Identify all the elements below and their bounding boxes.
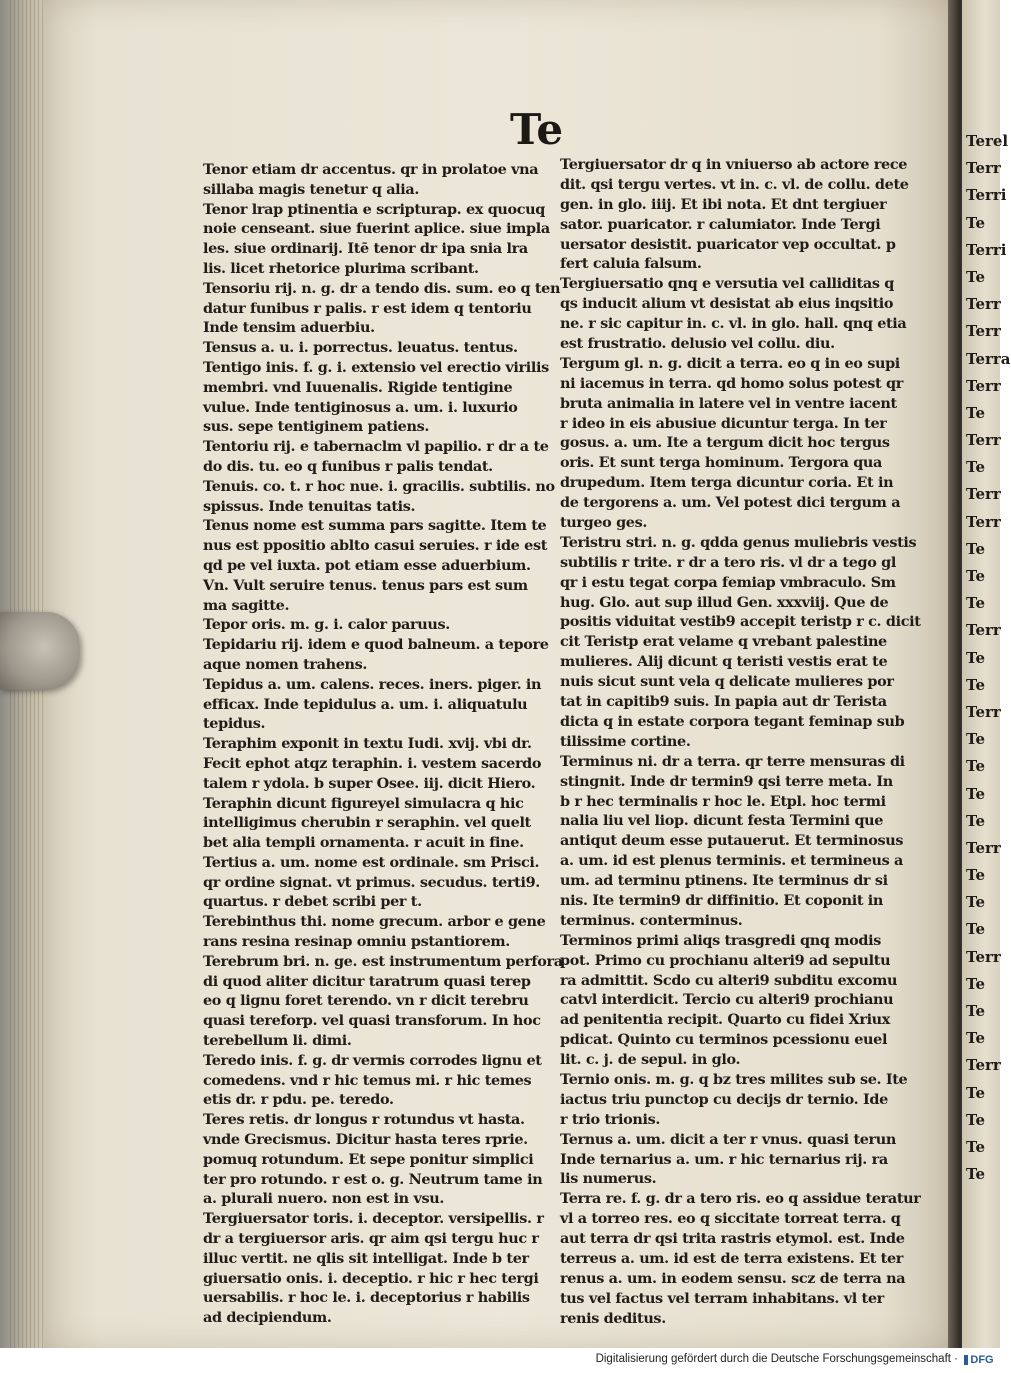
text-line: Tenor etiam dr accentus. qr in prolatoe vna bbox=[203, 161, 539, 178]
footer-credit: Digitalisierung gefördert durch die Deutsche Forschungsgemeinschaft · bbox=[595, 1353, 958, 1365]
text-line: membri. vnd Iuuenalis. Rigide tentigine bbox=[203, 378, 513, 396]
text-line: Tertius a. um. nome est ordinale. sm Prisci. bbox=[203, 853, 540, 871]
text-line: ra admittit. Scdo cu alteri9 subditu excomu bbox=[560, 971, 898, 989]
text-line: Tenuis. co. t. r hoc nue. i. gracilis. subtilis. no bbox=[203, 477, 555, 495]
text-line: uersator desistit. puaricator vep occultat. p bbox=[560, 235, 896, 253]
text-line: vnde Grecismus. Dicitur hasta teres rprie. bbox=[203, 1131, 528, 1149]
text-line: um. ad terminu ptinens. Ite terminus dr si bbox=[560, 872, 888, 890]
adjacent-page-lines bbox=[962, 0, 1011, 1188]
text-line: rans resina resinap omniu pstantiorem. bbox=[203, 933, 510, 951]
text-line: comedens. vnd r hic temus mi. r hic temes bbox=[203, 1071, 532, 1089]
text-line: Tepidus a. um. calens. reces. iners. piger. in bbox=[203, 675, 542, 693]
text-line: di quod aliter dicitur taratrum quasi terep bbox=[203, 972, 531, 990]
text-line: nuis sicut sunt vela q delicate mulieres por bbox=[560, 673, 894, 691]
text-line: Te bbox=[966, 539, 985, 558]
text-line: Terminus ni. dr a terra. qr terre mensuras di bbox=[560, 752, 905, 770]
text-line: vulue. Inde tentiginosus a. um. i. luxurio bbox=[203, 398, 518, 416]
text-line: Terr bbox=[966, 322, 1001, 341]
text-line: Tergiuersator dr q in vniuerso ab actore rece bbox=[560, 156, 908, 173]
text-line: Tepidariu rij. idem e quod balneum. a tepore bbox=[203, 636, 549, 654]
text-line: intelligimus cherubin r seraphin. vel quelt bbox=[203, 814, 531, 832]
text-line: Terr bbox=[966, 702, 1001, 721]
text-line: Te bbox=[966, 974, 985, 993]
text-line: nalia liu vel liop. dicunt festa Termini que bbox=[560, 812, 884, 830]
dfg-logo-text: DFG bbox=[970, 1354, 994, 1366]
text-line: Te bbox=[966, 811, 985, 830]
dfg-logo bbox=[962, 1351, 996, 1369]
text-line: Terr bbox=[966, 431, 1001, 450]
text-line: eo q lignu foret terendo. vn r dicit terebru bbox=[203, 992, 529, 1010]
text-line: terebellum li. dimi. bbox=[203, 1032, 352, 1050]
text-line: Tergiuersator toris. i. deceptor. versipellis. r bbox=[203, 1210, 544, 1228]
text-line: Tenus nome est summa pars sagitte. Item te bbox=[203, 517, 547, 535]
text-line: Terr bbox=[966, 838, 1001, 857]
text-line: tat in capitib9 suis. In papia aut dr Terista bbox=[560, 693, 887, 711]
book-clasp bbox=[0, 612, 80, 690]
text-line: r ideo in eis abusiue dicuntur terga. In ter bbox=[560, 414, 887, 432]
text-line: qs inducit alium vt desistat ab eius inqsitio bbox=[560, 295, 894, 313]
text-line: dicta q in estate corpora tegant feminap sub bbox=[560, 712, 905, 730]
text-line: antiqut deum esse putauerut. Et terminosus bbox=[560, 832, 904, 850]
left-text-column bbox=[203, 160, 563, 1328]
adjacent-page-fragment bbox=[962, 0, 1011, 1348]
text-line: ne. r sic capitur in. c. vl. in glo. hall. qnq etia bbox=[560, 315, 907, 333]
text-line: Te bbox=[966, 920, 985, 939]
text-line: Inde ternarius a. um. r hic ternarius rij. ra bbox=[560, 1150, 888, 1168]
text-line: Terr bbox=[966, 295, 1001, 314]
text-line: Terra bbox=[966, 349, 1011, 368]
text-line: fert caluia falsum. bbox=[560, 255, 702, 273]
text-line: uersabilis. r hoc le. i. deceptorius r habilis bbox=[203, 1289, 530, 1307]
text-line: Te bbox=[966, 1137, 985, 1156]
text-line: Te bbox=[966, 403, 985, 422]
text-line: Teraphim exponit in textu Iudi. xvij. vbi dr. bbox=[203, 735, 532, 753]
text-line: gen. in glo. iiij. Et ibi nota. Et dnt tergiuer bbox=[560, 195, 887, 213]
text-line: drupedum. Item terga dicuntur coria. Et in bbox=[560, 474, 894, 492]
text-line: Terebinthus thi. nome grecum. arbor e gene bbox=[203, 913, 546, 931]
text-line: Terr bbox=[966, 376, 1001, 395]
text-line: Te bbox=[966, 784, 985, 803]
text-line: vl a torreo res. eo q siccitate torreat terra. q bbox=[560, 1210, 901, 1228]
text-line: gosus. a. um. Ite a tergum dicit hoc tergus bbox=[560, 434, 890, 452]
text-line: etis dr. r pdu. pe. teredo. bbox=[203, 1091, 394, 1109]
text-line: Tergum gl. n. g. dicit a terra. eo q in eo supi bbox=[560, 354, 900, 372]
text-line: est frustratio. delusio vel collu. diu. bbox=[560, 335, 835, 353]
text-line: bet alia templi ornamenta. r acuit in fine. bbox=[203, 834, 524, 852]
text-line: Terr bbox=[966, 485, 1001, 504]
right-text-column bbox=[560, 155, 921, 1329]
text-line: Te bbox=[966, 1165, 985, 1184]
text-line: datur funibus r palis. r est idem q tentoriu bbox=[203, 299, 532, 317]
text-line: renus a. um. in eodem sensu. scz de terra na bbox=[560, 1269, 906, 1287]
text-line: bruta animalia in latere vel in ventre iacent bbox=[560, 394, 897, 412]
dfg-logo-mark bbox=[964, 1355, 968, 1365]
text-line: ni iacemus in terra. qd homo solus potest qr bbox=[560, 374, 903, 392]
text-line: Te bbox=[966, 675, 985, 694]
text-line: tepidus. bbox=[203, 715, 266, 733]
text-line: Teraphin dicunt figureyel simulacra q hic bbox=[203, 794, 524, 812]
text-line: Tergiuersatio qnq e versutia vel calliditas q bbox=[560, 275, 894, 293]
text-line: giuersatio onis. i. deceptio. r hic r hec tergi bbox=[203, 1269, 539, 1287]
text-line: efficax. Inde tepidulus a. um. i. aliquatulu bbox=[203, 695, 528, 713]
text-line: Vn. Vult seruire tenus. tenus pars est sum bbox=[203, 576, 528, 594]
text-line: oris. Et sunt terga hominum. Tergora qua bbox=[560, 454, 883, 472]
text-line: dit. qsi tergu vertes. vt in. c. vl. de collu. dete bbox=[560, 175, 909, 193]
text-line: Tensoriu rij. n. g. dr a tendo dis. sum. eo q ten bbox=[203, 279, 561, 297]
text-line: quasi tereforp. vel quasi transforum. In hoc bbox=[203, 1012, 541, 1030]
text-line: Tentoriu rij. e tabernaclm vl papilio. r dr a te bbox=[203, 438, 549, 456]
text-line: hug. Glo. aut sup illud Gen. xxxviij. Que de bbox=[560, 593, 889, 611]
text-line: Te bbox=[966, 1083, 985, 1102]
text-line: catvl interdicit. Tercio cu alteri9 prochianu bbox=[560, 991, 894, 1009]
text-line: talem r ydola. b super Osee. iij. dicit Hiero. bbox=[203, 774, 536, 792]
text-line: illuc vertit. ne qlis sit intelligat. Inde b ter bbox=[203, 1249, 529, 1267]
text-line: Teredo inis. f. g. dr vermis corrodes lignu et bbox=[203, 1051, 542, 1069]
text-line: ter pro rotundo. r est o. g. Neutrum tame in bbox=[203, 1170, 543, 1188]
text-line: Terri bbox=[966, 240, 1007, 259]
text-line: Inde tensim aduerbiu. bbox=[203, 319, 375, 337]
text-line: Ternus a. um. dicit a ter r vnus. quasi terun bbox=[560, 1130, 897, 1148]
text-line: b r hec terminalis r hoc le. Etpl. hoc termi bbox=[560, 792, 886, 810]
text-line: Terebrum bri. n. ge. est instrumentum perfora bbox=[203, 952, 563, 970]
text-line: quartus. r debet scribi per t. bbox=[203, 893, 422, 911]
text-line: qr ordine signat. vt primus. secudus. terti9. bbox=[203, 873, 540, 891]
text-line: positis viduitat vestib9 accepit teristp r c. dicit bbox=[560, 613, 921, 631]
text-line: tilissime cortine. bbox=[560, 732, 691, 750]
text-line: Fecit ephot atqz teraphin. i. vestem sacerdo bbox=[203, 754, 542, 772]
text-line: Tepor oris. m. g. i. calor paruus. bbox=[203, 616, 450, 634]
text-line: Terr bbox=[966, 159, 1001, 178]
text-line: Te bbox=[966, 893, 985, 912]
text-line: Terminos primi aliqs trasgredi qnq modis bbox=[560, 931, 881, 949]
text-line: Te bbox=[966, 594, 985, 613]
text-line: ad penitentia recipit. Quarto cu fidei Xriux bbox=[560, 1011, 891, 1029]
text-line: Te bbox=[966, 567, 985, 585]
text-line: Tensus a. u. i. porrectus. leuatus. tentus. bbox=[203, 339, 518, 357]
text-line: subtilis r trite. r dr a tero ris. vl dr a tego gl bbox=[560, 553, 896, 571]
text-line: Te bbox=[966, 458, 985, 477]
text-line: qd pe vel iuxta. pot etiam esse aduerbium. bbox=[203, 556, 531, 574]
text-line: sillaba magis tenetur q alia. bbox=[203, 180, 420, 198]
text-line: pdicat. Quinto cu terminos pcessionu euel bbox=[560, 1031, 888, 1049]
text-line: aut terra dr qsi trita rastris etymol. est. Inde bbox=[560, 1230, 905, 1248]
text-line: Terr bbox=[966, 621, 1001, 640]
text-line: ma sagitte. bbox=[203, 596, 290, 614]
text-line: pot. Primo cu prochianu alteri9 ad sepultu bbox=[560, 951, 891, 969]
text-line: Tenor lrap ptinentia e scripturap. ex quocuq bbox=[203, 200, 546, 218]
text-line: a. um. id est plenus terminis. et termineus a bbox=[560, 852, 904, 870]
text-line: nis. Ite termin9 dr diffinitio. Et coponit in bbox=[560, 891, 884, 909]
text-line: renis deditus. bbox=[560, 1309, 666, 1327]
text-line: pomuq rotundum. Et sepe ponitur simplici bbox=[203, 1150, 534, 1168]
text-line: spissus. Inde tenuitas tatis. bbox=[203, 497, 416, 515]
text-line: Terra re. f. g. dr a tero ris. eo q assidue teratur bbox=[560, 1190, 921, 1208]
text-line: do dis. tu. eo q funibus r palis tendat. bbox=[203, 457, 493, 475]
text-line: tus vel factus vel terram inhabitans. vl ter bbox=[560, 1289, 884, 1307]
text-line: Ternio onis. m. g. q bz tres milites sub se. Ite bbox=[560, 1070, 908, 1088]
text-line: Te bbox=[966, 1002, 985, 1020]
text-line: lis numerus. bbox=[560, 1170, 657, 1188]
text-line: Te bbox=[966, 648, 985, 667]
text-line: ad decipiendum. bbox=[203, 1309, 332, 1327]
text-line: Terr bbox=[966, 1056, 1001, 1075]
text-line: terminus. conterminus. bbox=[560, 911, 743, 929]
text-line: Terr bbox=[966, 947, 1001, 966]
text-line: Te bbox=[966, 267, 985, 286]
text-line: Tentigo inis. f. g. i. extensio vel erectio virilis bbox=[203, 358, 549, 376]
text-line: a. plurali nuero. non est in vsu. bbox=[203, 1190, 444, 1208]
text-line: Terel bbox=[966, 132, 1009, 150]
text-line: aque nomen trahens. bbox=[203, 655, 368, 673]
page-header: Te bbox=[510, 105, 564, 154]
text-line: Te bbox=[966, 1029, 985, 1048]
text-line: qr i estu tegat corpa femiap vmbraculo. Sm bbox=[560, 573, 896, 591]
text-line: noie censeant. siue fuerint aplice. siue impla bbox=[203, 220, 550, 238]
text-line: Teres retis. dr longus r rotundus vt hasta. bbox=[203, 1111, 525, 1129]
text-line: sator. puaricator. r calumiator. Inde Tergi bbox=[560, 215, 881, 233]
text-line: Te bbox=[966, 866, 985, 885]
text-line: lis. licet rhetorice plurima scribant. bbox=[203, 259, 479, 277]
text-line: Terri bbox=[966, 186, 1007, 205]
text-line: sus. sepe tentiginem patiens. bbox=[203, 418, 430, 436]
text-line: mulieres. Alij dicunt q teristi vestis erat te bbox=[560, 653, 888, 671]
text-line: r trio trionis. bbox=[560, 1110, 660, 1128]
text-line: Te bbox=[966, 213, 985, 232]
text-line: stingnit. Inde dr termin9 qsi terre meta. In bbox=[560, 772, 893, 790]
text-line: Teristru stri. n. g. qdda genus muliebris vestis bbox=[560, 533, 917, 551]
text-line: terreus a. um. id est de terra existens. Et ter bbox=[560, 1249, 903, 1267]
text-line: Terr bbox=[966, 512, 1001, 531]
text-line: lit. c. j. de sepul. in glo. bbox=[560, 1051, 741, 1069]
text-line: de tergorens a. um. Vel potest dici tergum a bbox=[560, 494, 901, 512]
text-line: turgeo ges. bbox=[560, 514, 647, 532]
text-line: dr a tergiuersor aris. qr aim qsi tergu huc r bbox=[203, 1230, 539, 1248]
text-line: iactus triu punctop cu decijs dr ternio. Ide bbox=[560, 1090, 888, 1108]
text-line: les. siue ordinarij. Itē tenor dr ipa snia lra bbox=[203, 240, 528, 258]
text-line: Te bbox=[966, 757, 985, 776]
text-line: cit Teristp erat velame q vrebant palestine bbox=[560, 633, 887, 651]
text-line: Te bbox=[966, 1110, 985, 1129]
text-line: Te bbox=[966, 730, 985, 749]
text-line: nus est ppositio ablto casui seruies. r ide est bbox=[203, 537, 547, 555]
